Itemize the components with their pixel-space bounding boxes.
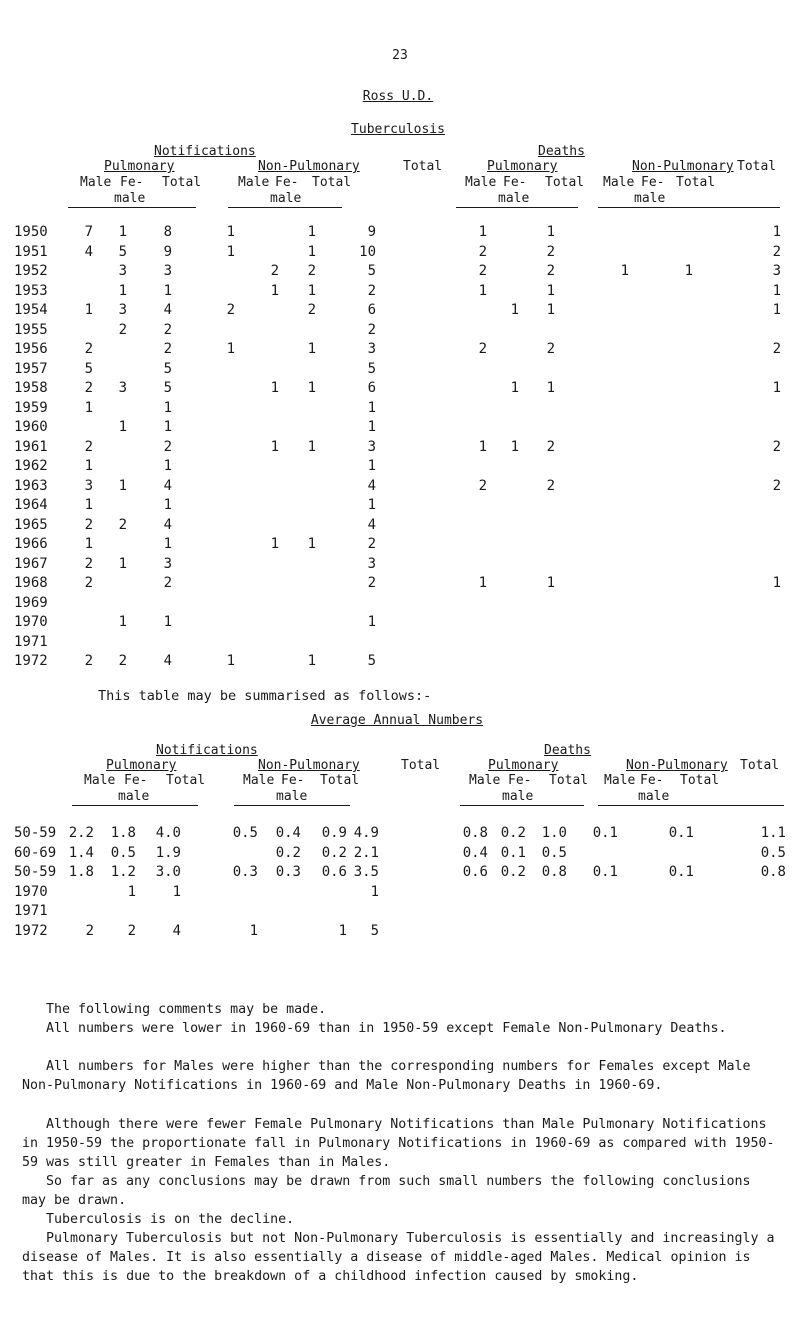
table-cell: 3 xyxy=(84,477,93,494)
table-cell: 1.9 xyxy=(155,844,181,861)
table-cell: 1 xyxy=(772,380,781,396)
table-cell: 2 xyxy=(84,438,93,455)
table-cell: 1.4 xyxy=(68,844,94,861)
table-cell: 2 xyxy=(163,321,172,338)
table-cell: 0.8 xyxy=(760,864,786,880)
header-deaths: Deaths xyxy=(544,743,591,758)
table-cell: 2 xyxy=(367,321,376,338)
table-cell: 1.8 xyxy=(110,825,136,841)
table-cell: 1 xyxy=(127,883,136,900)
subject-title: Tuberculosis xyxy=(351,122,445,137)
comment-paragraph: Although there were fewer Female Pulmonary Notifications than Male Pulmonary Notifications in 1950-59 the proportionate fall in Pulmonary Notifications in 1960-69 as compared with 1950-59 was still greater in Females than in Males. xyxy=(22,1117,775,1170)
header-rule xyxy=(68,207,196,208)
table-cell: 1 xyxy=(510,438,519,455)
col-male: Male xyxy=(604,773,636,788)
table-cell: 5 xyxy=(84,360,93,377)
row-label: 50-59 xyxy=(14,864,57,880)
table-cell: 1 xyxy=(118,614,127,630)
comment-paragraph: Tuberculosis is on the decline. xyxy=(46,1212,295,1227)
col-total: Total xyxy=(312,175,352,190)
header-notif-pulmonary: Pulmonary xyxy=(104,159,175,174)
table-cell: 1 xyxy=(772,224,781,240)
page-number: 23 xyxy=(392,48,408,63)
row-label: 60-69 xyxy=(14,844,57,861)
table-cell: 1 xyxy=(307,341,316,357)
table-cell: 3 xyxy=(772,263,781,279)
table-cell: 2 xyxy=(84,575,93,591)
table-cell: 9 xyxy=(367,224,376,240)
header-notif-non-pulmonary: Non-Pulmonary xyxy=(258,758,360,773)
table-cell: 2 xyxy=(163,575,172,591)
table-cell: 4 xyxy=(84,243,93,260)
table-cell: 0.2 xyxy=(321,844,347,861)
table-cell: 2 xyxy=(270,263,279,279)
table-cell: 3 xyxy=(118,263,127,279)
table-cell: 1 xyxy=(118,555,127,572)
row-label: 1950 xyxy=(14,224,48,240)
table-cell: 1 xyxy=(226,653,235,669)
table-cell: 5 xyxy=(367,360,376,377)
row-label: 1965 xyxy=(14,516,48,533)
table-cell: 2 xyxy=(84,341,93,357)
table-cell: 5 xyxy=(118,243,127,260)
table-cell: 1 xyxy=(270,536,279,552)
table-cell: 0.4 xyxy=(275,825,301,841)
row-label: 1963 xyxy=(14,477,48,494)
header-rule xyxy=(234,805,350,806)
header-deaths-total: Total xyxy=(737,159,777,174)
table-cell: 1 xyxy=(163,614,172,630)
table-cell: 4 xyxy=(163,302,172,318)
col-female: male xyxy=(498,191,530,206)
table-cell: 0.1 xyxy=(592,864,618,880)
col-fe: Fe- xyxy=(503,175,527,190)
table-cell: 0.3 xyxy=(275,864,301,880)
comment-paragraph: So far as any conclusions may be drawn from such small numbers the following conclusions may be drawn. xyxy=(22,1174,751,1208)
header-rule xyxy=(456,207,578,208)
table-cell: 2 xyxy=(478,341,487,357)
table-cell: 1 xyxy=(772,302,781,318)
table-cell: 2 xyxy=(546,243,555,260)
table-cell: 2 xyxy=(478,263,487,279)
table-cell: 2 xyxy=(546,438,555,455)
row-label: 1970 xyxy=(14,614,48,630)
header-rule xyxy=(460,805,584,806)
table-cell: 0.1 xyxy=(668,825,694,841)
table-cell: 1 xyxy=(338,922,347,939)
table-cell: 10 xyxy=(359,243,376,260)
col-female: male xyxy=(638,789,670,804)
col-male: Male xyxy=(465,175,497,190)
table-cell: 2 xyxy=(546,477,555,494)
table-cell: 2 xyxy=(127,922,136,939)
col-female: male xyxy=(502,789,534,804)
table-cell: 1 xyxy=(307,243,316,260)
table-cell: 1 xyxy=(84,302,93,318)
table-cell: 4 xyxy=(367,516,376,533)
table-cell: 1 xyxy=(84,497,93,513)
table-cell: 3 xyxy=(367,438,376,455)
table-cell: 4 xyxy=(367,477,376,494)
table-cell: 2 xyxy=(367,282,376,299)
table-cell: 1 xyxy=(172,883,181,900)
table-cell: 1 xyxy=(84,458,93,474)
table-cell: 0.6 xyxy=(462,864,488,880)
header-rule xyxy=(72,805,198,806)
header-deaths-non-pulmonary: Non-Pulmonary xyxy=(626,758,728,773)
table-cell: 1 xyxy=(226,341,235,357)
col-fe: Fe- xyxy=(640,773,664,788)
table-cell: 1.1 xyxy=(760,825,786,841)
table-cell: 1 xyxy=(367,458,376,474)
table-cell: 0.8 xyxy=(541,864,567,880)
table-cell: 4 xyxy=(163,477,172,494)
row-label: 1961 xyxy=(14,438,48,455)
col-fe: Fe- xyxy=(641,175,665,190)
table-cell: 1 xyxy=(478,575,487,591)
header-notif-total: Total xyxy=(401,758,441,773)
col-total: Total xyxy=(680,773,720,788)
table-cell: 1 xyxy=(772,282,781,299)
table-cell: 1 xyxy=(163,497,172,513)
header-rule xyxy=(598,207,780,208)
table-cell: 4.0 xyxy=(155,825,181,841)
table-cell: 7 xyxy=(84,224,93,240)
table-cell: 0.1 xyxy=(592,825,618,841)
table-cell: 1 xyxy=(118,224,127,240)
col-fe: Fe- xyxy=(508,773,532,788)
table-cell: 1 xyxy=(307,282,316,299)
table-cell: 1 xyxy=(270,438,279,455)
table-cell: 5 xyxy=(367,263,376,279)
table-cell: 1 xyxy=(478,282,487,299)
table-cell: 1 xyxy=(546,302,555,318)
table-cell: 1 xyxy=(546,575,555,591)
table-cell: 1 xyxy=(478,438,487,455)
col-male: Male xyxy=(469,773,501,788)
row-label: 1969 xyxy=(14,594,48,611)
row-label: 1966 xyxy=(14,536,48,552)
col-male: Male xyxy=(84,773,116,788)
table-cell: 2 xyxy=(307,263,316,279)
header-deaths: Deaths xyxy=(538,144,585,159)
col-fe: Fe- xyxy=(275,175,299,190)
col-total: Total xyxy=(166,773,206,788)
table-cell: 2.2 xyxy=(68,825,94,841)
table-cell: 1 xyxy=(367,399,376,416)
col-female: male xyxy=(114,191,146,206)
table-cell: 1 xyxy=(118,419,127,435)
table-cell: 1 xyxy=(249,922,258,939)
table-cell: 3 xyxy=(367,555,376,572)
table-cell: 1 xyxy=(118,477,127,494)
row-label: 1972 xyxy=(14,922,48,939)
header-rule xyxy=(598,805,784,806)
table-cell: 0.4 xyxy=(462,844,488,861)
table-cell: 3.5 xyxy=(353,864,379,880)
row-label: 1955 xyxy=(14,321,48,338)
table-cell: 2 xyxy=(546,341,555,357)
header-deaths-non-pulmonary: Non-Pulmonary xyxy=(632,159,734,174)
col-fe: Fe- xyxy=(120,175,144,190)
header-deaths-pulmonary: Pulmonary xyxy=(488,758,559,773)
table-cell: 1 xyxy=(546,380,555,396)
table-cell: 1 xyxy=(510,380,519,396)
header-deaths-total: Total xyxy=(740,758,780,773)
table-cell: 1 xyxy=(163,399,172,416)
table-cell: 0.3 xyxy=(232,864,258,880)
table-cell: 4 xyxy=(172,922,181,939)
row-label: 1958 xyxy=(14,380,48,396)
comment-paragraph: All numbers for Males were higher than the corresponding numbers for Females except Male Non-Pulmonary Notifications in 1960-69 and Male Non-Pulmonary Deaths in 1960-69. xyxy=(22,1059,751,1093)
table-cell: 1.8 xyxy=(68,864,94,880)
table-cell: 0.5 xyxy=(232,825,258,841)
table-cell: 2 xyxy=(84,516,93,533)
table-cell: 3 xyxy=(118,302,127,318)
header-rule xyxy=(228,207,342,208)
table-cell: 2 xyxy=(85,922,94,939)
table-cell: 2 xyxy=(118,321,127,338)
col-male: Male xyxy=(80,175,112,190)
table-cell: 1 xyxy=(684,263,693,279)
table-cell: 1 xyxy=(270,282,279,299)
table-cell: 0.5 xyxy=(760,844,786,861)
table-cell: 1 xyxy=(367,419,376,435)
table-cell: 1 xyxy=(226,243,235,260)
table-cell: 1 xyxy=(163,536,172,552)
row-label: 1954 xyxy=(14,302,48,318)
row-label: 1953 xyxy=(14,282,48,299)
table-cell: 1 xyxy=(226,224,235,240)
table-cell: 0.8 xyxy=(462,825,488,841)
comment-paragraph: All numbers were lower in 1960-69 than in 1950-59 except Female Non-Pulmonary Deaths. xyxy=(46,1021,727,1036)
col-female: male xyxy=(634,191,666,206)
table-cell: 2 xyxy=(84,555,93,572)
col-total: Total xyxy=(320,773,360,788)
table-cell: 1 xyxy=(307,536,316,552)
col-fe: Fe- xyxy=(124,773,148,788)
row-label: 1951 xyxy=(14,243,48,260)
col-total: Total xyxy=(545,175,585,190)
col-male: Male xyxy=(603,175,635,190)
summary-intro: This table may be summarised as follows:- xyxy=(98,688,432,704)
header-notif-total: Total xyxy=(403,159,443,174)
col-female: male xyxy=(270,191,302,206)
table2-title: Average Annual Numbers xyxy=(310,713,484,728)
table-cell: 4.9 xyxy=(353,825,379,841)
table-cell: 2 xyxy=(772,341,781,357)
table-cell: 2 xyxy=(163,341,172,357)
comment-paragraph: The following comments may be made. xyxy=(46,1002,327,1017)
table-cell: 2 xyxy=(118,653,127,669)
table-cell: 2 xyxy=(367,575,376,591)
table-cell: 1 xyxy=(370,883,379,900)
table-cell: 2 xyxy=(84,653,93,669)
table-cell: 3 xyxy=(163,263,172,279)
col-female: male xyxy=(276,789,308,804)
row-label: 1960 xyxy=(14,419,48,435)
table-cell: 1 xyxy=(118,282,127,299)
table-cell: 1 xyxy=(84,536,93,552)
col-male: Male xyxy=(238,175,270,190)
table-cell: 3 xyxy=(118,380,127,396)
table-cell: 8 xyxy=(163,224,172,240)
table-cell: 2 xyxy=(546,263,555,279)
table-cell: 1 xyxy=(478,224,487,240)
table-cell: 2 xyxy=(478,243,487,260)
table-cell: 1 xyxy=(546,224,555,240)
table-cell: 2 xyxy=(772,477,781,494)
table-cell: 2 xyxy=(772,438,781,455)
table-cell: 1 xyxy=(620,263,629,279)
table-cell: 1 xyxy=(510,302,519,318)
table-cell: 0.6 xyxy=(321,864,347,880)
col-total: Total xyxy=(162,175,202,190)
header-deaths-pulmonary: Pulmonary xyxy=(487,159,558,174)
table-cell: 1.2 xyxy=(110,864,136,880)
table-cell: 4 xyxy=(163,516,172,533)
table-cell: 5 xyxy=(367,653,376,669)
row-label: 1959 xyxy=(14,399,48,416)
table-cell: 2 xyxy=(478,477,487,494)
table-cell: 0.5 xyxy=(541,844,567,861)
table-cell: 1 xyxy=(307,653,316,669)
row-label: 1972 xyxy=(14,653,48,669)
table-cell: 2 xyxy=(84,380,93,396)
table-cell: 5 xyxy=(163,380,172,396)
table-cell: 2 xyxy=(367,536,376,552)
col-total: Total xyxy=(549,773,589,788)
table-cell: 1 xyxy=(307,224,316,240)
table-cell: 0.2 xyxy=(500,864,526,880)
col-male: Male xyxy=(243,773,275,788)
row-label: 50-59 xyxy=(14,825,57,841)
table-cell: 5 xyxy=(163,360,172,377)
row-label: 1957 xyxy=(14,360,48,377)
row-label: 1956 xyxy=(14,341,48,357)
header-notif-non-pulmonary: Non-Pulmonary xyxy=(258,159,360,174)
table-cell: 6 xyxy=(367,380,376,396)
table-cell: 2 xyxy=(307,302,316,318)
table-cell: 0.9 xyxy=(321,825,347,841)
table-cell: 1 xyxy=(367,497,376,513)
header-notifications: Notifications xyxy=(154,144,256,159)
header-notif-pulmonary: Pulmonary xyxy=(106,758,177,773)
table-cell: 1 xyxy=(163,419,172,435)
table-cell: 1 xyxy=(546,282,555,299)
table-cell: 6 xyxy=(367,302,376,318)
header-notifications: Notifications xyxy=(156,743,258,758)
col-female: male xyxy=(118,789,150,804)
row-label: 1970 xyxy=(14,883,48,900)
row-label: 1971 xyxy=(14,633,48,650)
table-cell: 1 xyxy=(307,380,316,396)
row-label: 1964 xyxy=(14,497,48,513)
table-cell: 1.0 xyxy=(541,825,567,841)
table-cell: 0.1 xyxy=(668,864,694,880)
table-cell: 3 xyxy=(367,341,376,357)
table-cell: 2.1 xyxy=(353,844,379,861)
table-cell: 1 xyxy=(307,438,316,455)
table-cell: 2 xyxy=(163,438,172,455)
table-cell: 1 xyxy=(163,458,172,474)
table-cell: 0.2 xyxy=(275,844,301,861)
table-cell: 1 xyxy=(163,282,172,299)
table-cell: 1 xyxy=(84,399,93,416)
row-label: 1952 xyxy=(14,263,48,279)
row-label: 1971 xyxy=(14,903,48,919)
table-cell: 1 xyxy=(772,575,781,591)
table-cell: 5 xyxy=(370,922,379,939)
table-cell: 4 xyxy=(163,653,172,669)
table-cell: 2 xyxy=(226,302,235,318)
table-cell: 1 xyxy=(270,380,279,396)
table-cell: 0.2 xyxy=(500,825,526,841)
row-label: 1962 xyxy=(14,458,48,474)
table-cell: 9 xyxy=(163,243,172,260)
table-cell: 3 xyxy=(163,555,172,572)
col-total: Total xyxy=(676,175,716,190)
row-label: 1968 xyxy=(14,575,48,591)
col-fe: Fe- xyxy=(281,773,305,788)
row-label: 1967 xyxy=(14,555,48,572)
table-cell: 0.1 xyxy=(500,844,526,861)
table-cell: 3.0 xyxy=(155,864,181,880)
comment-paragraph: Pulmonary Tuberculosis but not Non-Pulmonary Tuberculosis is essentially and increasingly a disease of Males. It is also essentially a disease of middle-aged Males. Medical opinion is that this is due to the breakdown of a childhood infection caused by smoking. xyxy=(22,1231,775,1284)
table-cell: 0.5 xyxy=(110,844,136,861)
table-cell: 2 xyxy=(772,243,781,260)
district-title: Ross U.D. xyxy=(362,89,434,104)
table-cell: 1 xyxy=(367,614,376,630)
table-cell: 2 xyxy=(118,516,127,533)
